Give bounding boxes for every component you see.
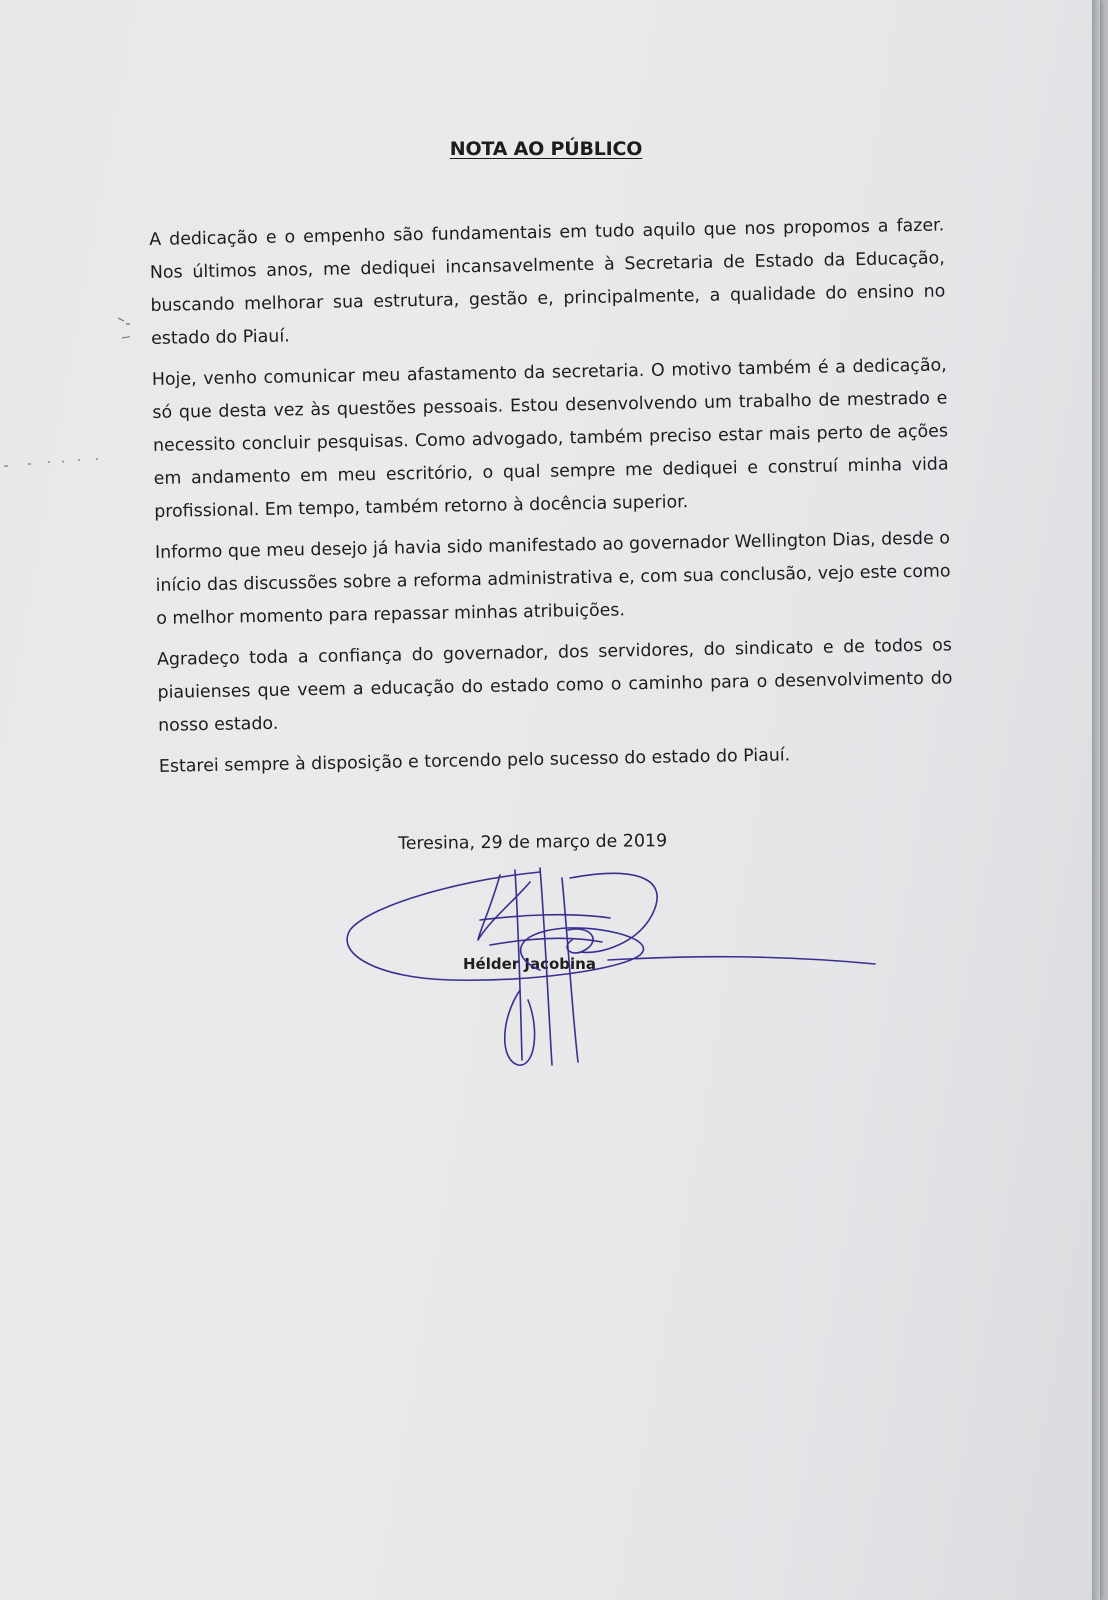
- paragraph-5: Estarei sempre à disposição e torcendo pelo sucesso do estado do Piauí.: [158, 745, 791, 777]
- document-body: [149, 209, 954, 791]
- place-and-date: Teresina, 29 de março de 2019: [398, 831, 668, 854]
- paragraph-1: A dedicação e o empenho são fundamentais em tudo aquilo que nos propomos a fazer. Nos últimos anos, me dediquei incansavelmente à Secretaria de Estado da Educação, buscando melhorar sua estrutura, gestão e, principalmente, a qualidade do ensino no estado do Piauí.: [149, 215, 946, 349]
- margin-pencil-marks: [0, 300, 130, 500]
- paragraph-4: Agradeço toda a confiança do governador, dos servidores, do sindicato e de todos os piauienses que veem a educação do estado como o caminho para o desenvolvimento do nosso estado.: [156, 635, 953, 736]
- paragraph-2: Hoje, venho comunicar meu afastamento da secretaria. O motivo também é a dedicação, só que desta vez às questões pessoais. Estou desenvolvendo um trabalho de mestrado e necessito concluir pesquisas. Como advogado, também preciso estar mais perto de ações em andamento em meu escritório, o qual sempre me dediquei e construí minha vida profissional. Em tempo, também retorno à docência superior.: [151, 355, 949, 522]
- signer-name: Hélder Jacobina: [463, 955, 596, 973]
- page-edge: [1092, 0, 1100, 1600]
- document-title: NOTA AO PÚBLICO: [449, 138, 643, 160]
- paragraph-3: Informo que meu desejo já havia sido manifestado ao governador Wellington Dias, desde o início das discussões sobre a reforma administrativa e, com sua conclusão, vejo este como o melhor momento para repassar minhas atribuições.: [154, 528, 951, 629]
- handwritten-signature: [340, 860, 900, 1090]
